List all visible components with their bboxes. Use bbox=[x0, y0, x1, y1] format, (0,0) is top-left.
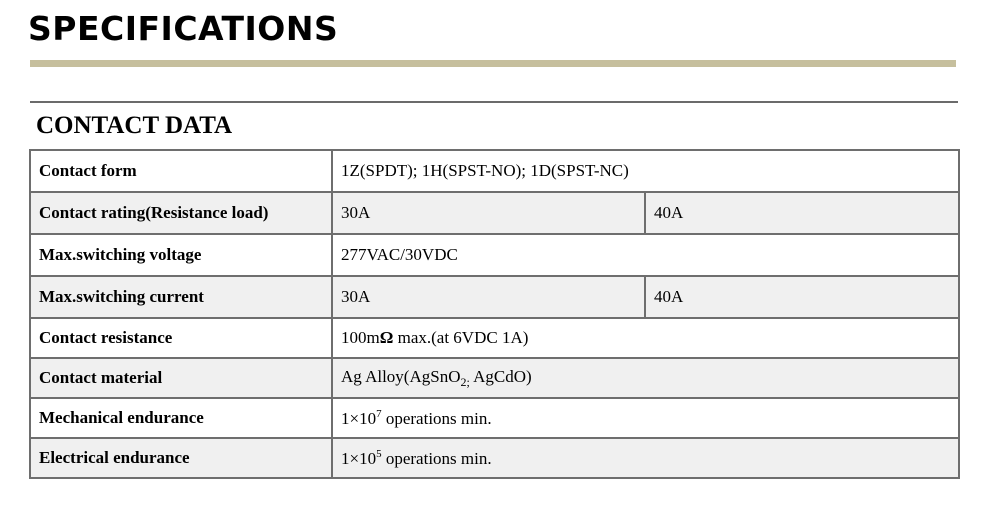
resistance-number: 100m bbox=[341, 328, 380, 347]
table-row bbox=[30, 318, 959, 358]
table-row bbox=[30, 358, 959, 398]
page-title: SPECIFICATIONS bbox=[28, 9, 339, 48]
contact-material-value bbox=[332, 358, 959, 398]
elec-base: 1×10 bbox=[341, 448, 377, 468]
contact-data-table bbox=[29, 149, 960, 479]
mechanical-endurance-value bbox=[332, 398, 959, 438]
table-row bbox=[30, 192, 959, 234]
table-row bbox=[30, 438, 959, 478]
contact-resistance-label: Contact resistance bbox=[30, 318, 332, 358]
contact-form-label: Contact form bbox=[30, 150, 332, 192]
max-current-value-b: 40A bbox=[645, 276, 959, 318]
contact-material-label: Contact material bbox=[30, 358, 332, 398]
max-current-label: Max.switching current bbox=[30, 276, 332, 318]
contact-rating-label: Contact rating(Resistance load) bbox=[30, 192, 332, 234]
contact-rating-value-b: 40A bbox=[645, 192, 959, 234]
mech-base: 1×10 bbox=[341, 408, 377, 428]
elec-exponent: 5 bbox=[376, 447, 382, 460]
table-row bbox=[30, 276, 959, 318]
section-divider bbox=[30, 101, 958, 103]
table-row bbox=[30, 234, 959, 276]
mech-rest: operations min. bbox=[381, 408, 492, 428]
table-row bbox=[30, 398, 959, 438]
mechanical-endurance-label: Mechanical endurance bbox=[30, 398, 332, 438]
contact-form-value: 1Z(SPDT); 1H(SPST-NO); 1D(SPST-NC) bbox=[332, 150, 959, 192]
material-subscript: 2; bbox=[460, 374, 470, 389]
max-current-value-a: 30A bbox=[332, 276, 645, 318]
max-voltage-value: 277VAC/30VDC bbox=[332, 234, 959, 276]
mech-exponent: 7 bbox=[376, 407, 382, 420]
section-heading: CONTACT DATA bbox=[36, 112, 233, 139]
electrical-endurance-value bbox=[332, 438, 959, 478]
resistance-condition: max.(at 6VDC 1A) bbox=[393, 328, 529, 347]
max-voltage-label: Max.switching voltage bbox=[30, 234, 332, 276]
title-divider bbox=[30, 60, 956, 67]
contact-rating-value-a: 30A bbox=[332, 192, 645, 234]
table-row bbox=[30, 150, 959, 192]
material-suffix: AgCdO) bbox=[469, 366, 532, 386]
elec-rest: operations min. bbox=[381, 448, 492, 468]
electrical-endurance-label: Electrical endurance bbox=[30, 438, 332, 478]
ohm-symbol: Ω bbox=[379, 328, 394, 347]
contact-resistance-value bbox=[332, 318, 959, 358]
material-prefix: Ag Alloy(AgSnO bbox=[341, 366, 461, 386]
